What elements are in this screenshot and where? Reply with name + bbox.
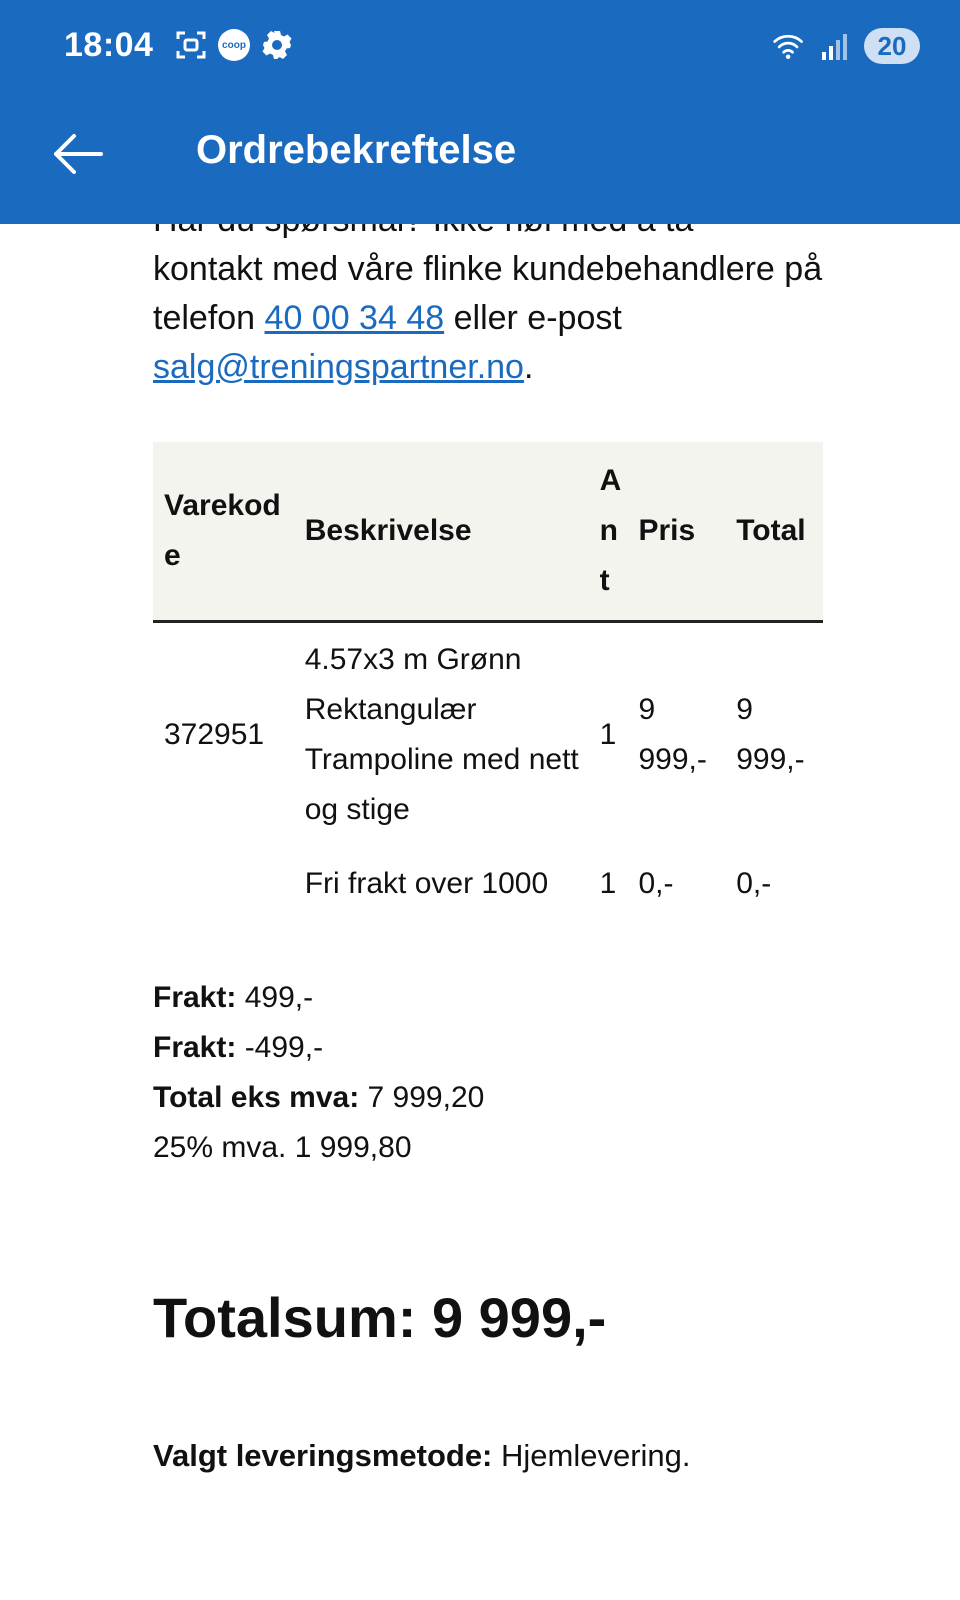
header-beskrivelse: Beskrivelse: [294, 442, 596, 622]
row-beskrivelse: 4.57x3 m Grønn Rektangulær Trampoline med nett og stige: [304, 643, 579, 826]
phone-link[interactable]: 40 00 34 48: [264, 299, 445, 337]
coop-icon: coop: [218, 29, 250, 61]
battery-indicator: 20: [864, 28, 920, 64]
row-beskrivelse: Fri frakt over 1000: [304, 867, 549, 900]
header-pris: Pris: [627, 442, 725, 622]
gear-icon: [260, 28, 294, 62]
summary-frakt-discount: Frakt: -499,-: [153, 1031, 324, 1064]
summary-frakt: Frakt: 499,-: [153, 981, 314, 1014]
row-varekode: [153, 847, 294, 921]
intro-text: kontakt med våre flinke kundebehandlere på telefon: [153, 250, 823, 337]
signal-icon: [818, 29, 852, 63]
header-total: Total: [725, 442, 823, 622]
delivery-method: Valgt leveringsmetode: Hjemlevering.: [153, 1438, 691, 1473]
header-varekode: Varekode: [153, 442, 294, 622]
table-row: [153, 847, 823, 921]
order-summary: [153, 973, 823, 1173]
intro-text-3: .: [523, 348, 534, 386]
page-title: Ordrebekreftelse: [196, 128, 517, 172]
toolbar: [0, 94, 960, 224]
status-icons-left: [174, 28, 294, 62]
row-pris: 0,-: [638, 867, 674, 900]
row-pris: 9 999,-: [638, 693, 707, 776]
table-row: [153, 622, 823, 848]
row-total: 9 999,-: [736, 693, 805, 776]
wifi-icon: [772, 29, 806, 63]
email-link[interactable]: salg@treningspartner.no: [153, 348, 524, 386]
arrow-left-icon: [51, 132, 105, 176]
back-button[interactable]: [48, 124, 108, 184]
order-items-table: [153, 442, 823, 921]
row-ant: 1: [599, 718, 617, 751]
screenshot-icon: [174, 28, 208, 62]
contact-paragraph: [153, 196, 823, 392]
summary-total-eks-mva: Total eks mva: 7 999,20: [153, 1081, 485, 1114]
header-ant: Ant: [596, 442, 628, 622]
total-sum: Totalsum: 9 999,-: [153, 1286, 607, 1349]
table-header-row: [153, 442, 823, 622]
row-varekode: 372951: [164, 718, 265, 751]
order-content: [153, 196, 823, 1481]
status-time: 18:04: [64, 26, 154, 64]
status-icons-right: [772, 28, 920, 64]
summary-mva: 25% mva. 1 999,80: [153, 1131, 412, 1164]
app-bar: [0, 0, 960, 224]
row-total: 0,-: [736, 867, 772, 900]
row-ant: 1: [599, 867, 617, 900]
intro-text-2: eller e-post: [444, 299, 622, 337]
status-bar: [0, 0, 960, 94]
